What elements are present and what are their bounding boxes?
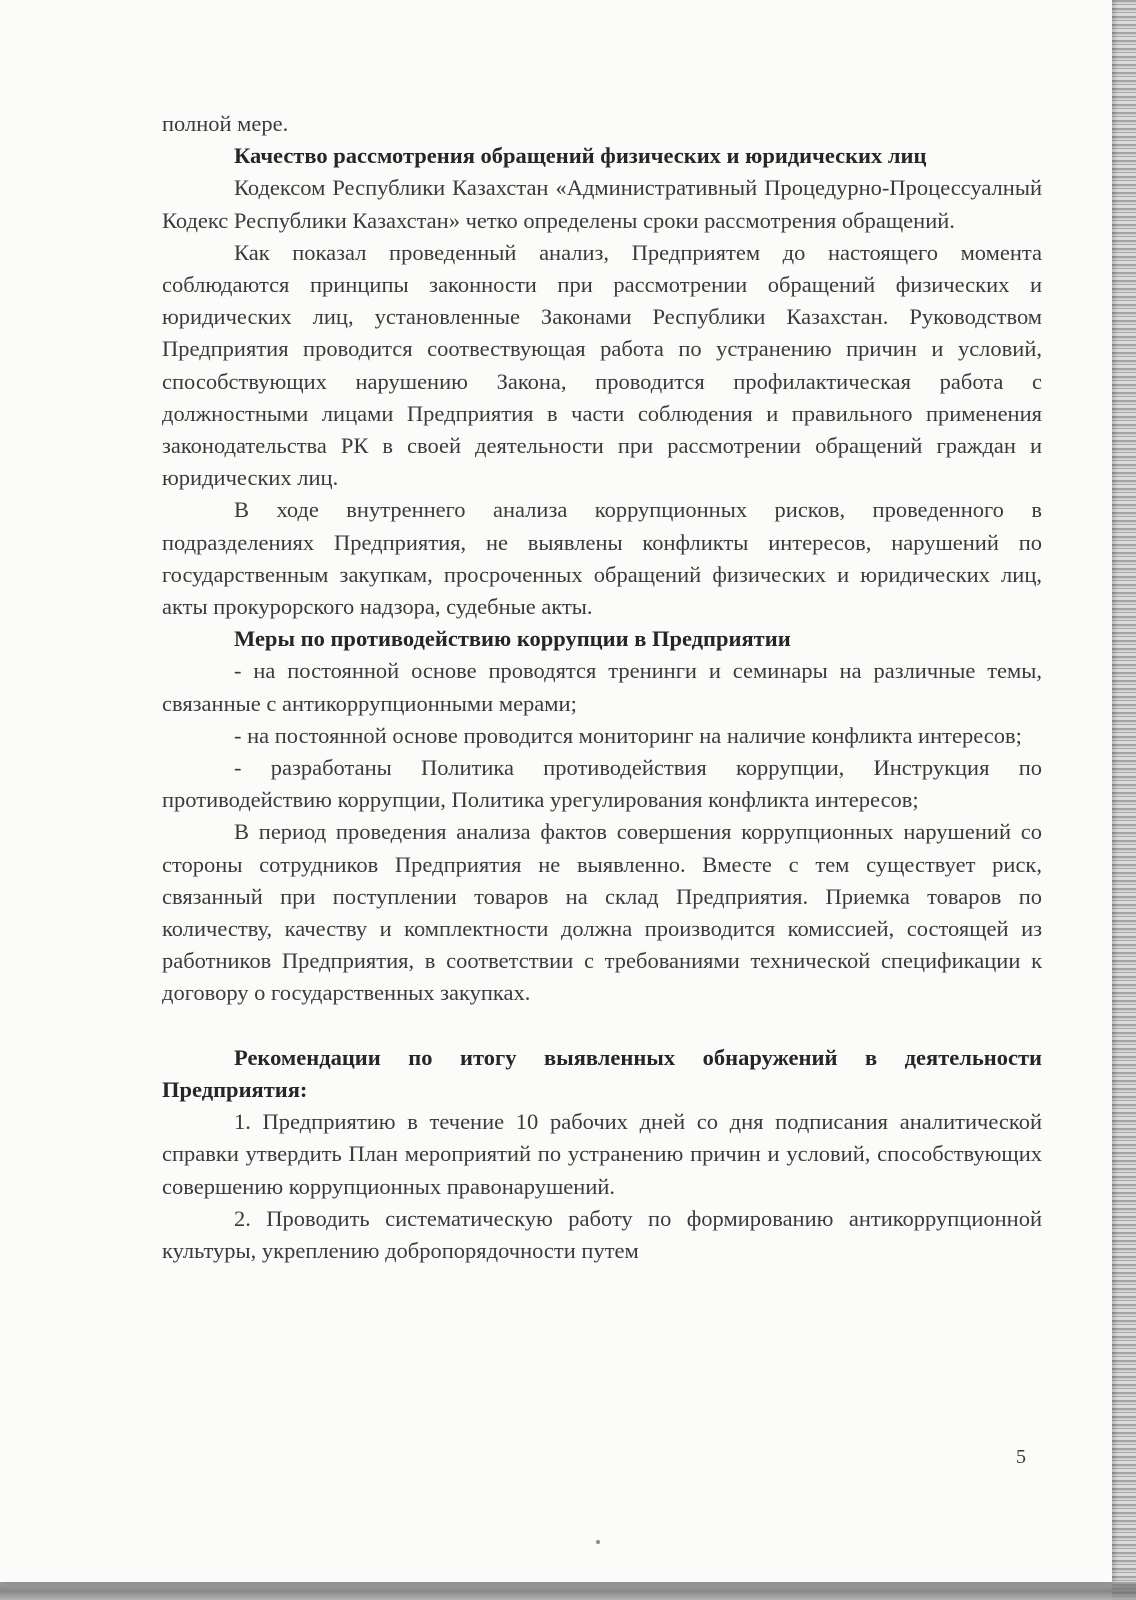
scan-speck	[596, 1540, 600, 1544]
page-number: 5	[1016, 1446, 1026, 1468]
blank-line	[162, 1010, 1042, 1042]
recommendation-2: 2. Проводить систематическую работу по формированию антикоррупционной культуры, укреплению добропорядочности путем	[162, 1205, 1042, 1263]
recommendation-1: 1. Предприятию в течение 10 рабочих дней со дня подписания аналитической справки утвердить План мероприятий по устранению причин и условий, способствующих совершению коррупционных правонарушений.	[162, 1109, 1042, 1199]
paragraph-internal-analysis: В ходе внутреннего анализа коррупционных рисков, проведенного в подразделениях Предприятия, не выявлены конфликты интересов, нарушений по государственным закупкам, просроченных обращений физических и юридических лиц, акты прокурорского надзора, судебные акты.	[162, 497, 1042, 620]
section-heading-measures: Меры по противодействию коррупции в Предприятии	[234, 626, 791, 652]
continuation-line: полной мере.	[162, 111, 289, 136]
list-item-trainings: - на постоянной основе проводятся тренинги и семинары на различные темы, связанные с антикоррупционными мерами;	[162, 658, 1042, 716]
document-body	[162, 108, 1042, 1267]
paragraph-code-deadlines: Кодексом Республики Казахстан «Административный Процедурно-Процессуалный Кодекс Республики Казахстан» четко определены сроки рассмотрения обращений.	[162, 175, 1042, 233]
list-item-policies: - разработаны Политика противодействия коррупции, Инструкция по противодействию коррупции, Политика урегулирования конфликта интересов;	[162, 755, 1042, 813]
stack-edge-bottom	[0, 1582, 1136, 1600]
list-item-monitoring: - на постоянной основе проводится мониторинг на наличие конфликта интересов;	[234, 722, 1022, 748]
paragraph-analysis-results: Как показал проведенный анализ, Предприятем до настоящего момента соблюдаются принципы законности при рассмотрении обращений физических и юридических лиц, установленные Законами Республики Казахстан. Руководством Предприятия проводится соотвествующая работа по устранению причин и условий, способствующих нарушению Закона, проводится профилактическая работа с должностными лицами Предприятия в части соблюдения и правильного применения законодательства РК в своей деятельности при рассмотрении обращений граждан и юридических лиц.	[162, 239, 1042, 491]
paragraph-risk: В период проведения анализа фактов совершения коррупционных нарушений со стороны сотрудников Предприятия не выявленно. Вместе с тем существует риск, связанный при поступлении товаров на склад Предприятия. Приемка товаров по количеству, качеству и комплектности должна производится комиссией, состоящей из работников Предприятия, в соответствии с требованиями технической спецификации к договору о государственных закупках.	[162, 819, 1042, 1006]
section-heading-recommendations: Рекомендации по итогу выявленных обнаружений в деятельности Предприятия:	[162, 1044, 1042, 1102]
stack-edge-right	[1112, 0, 1136, 1600]
section-heading-quality: Качество рассмотрения обращений физических и юридических лиц	[234, 143, 927, 169]
